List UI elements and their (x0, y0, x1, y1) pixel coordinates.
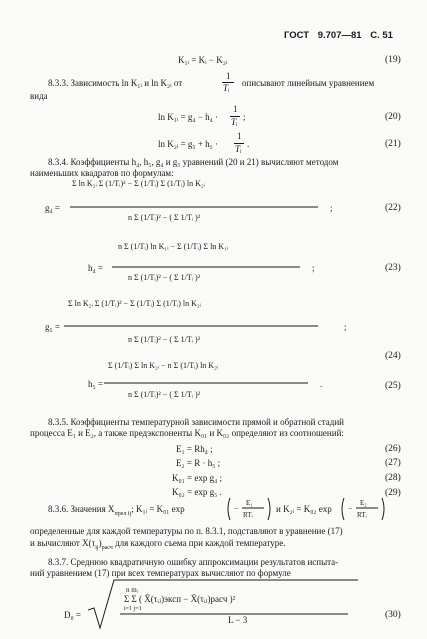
equation-26: E₁ = Rh₄ ; (176, 444, 213, 454)
equation-number-27: (27) (385, 458, 401, 468)
svg-text:RTᵢ: RTᵢ (243, 511, 253, 519)
denominator-22: n Σ (1/Tᵢ)² − ( Σ 1/Tᵢ )² (128, 213, 201, 222)
formula-30 (88, 578, 368, 634)
paragraph-834-line2: наименьших квадратов по формулам: (30, 168, 174, 178)
paragraph-837-line1: 8.3.7. Среднюю квадратичную ошибку аппроксимации результатов испыта- (48, 557, 339, 567)
svg-text:−: − (348, 504, 353, 513)
semicolon-24: ; (344, 322, 347, 332)
p836-l3-a: и вычисляют X(τ (30, 538, 96, 548)
denominator-24: n Σ (1/Tᵢ)² − ( Σ 1/Tᵢ )² (128, 335, 201, 344)
equation-number-20: (20) (385, 112, 401, 122)
equation-number-19: (19) (385, 55, 401, 65)
lhs-30: D₀ = (64, 610, 81, 620)
paragraph-836-line1 (48, 504, 185, 520)
paragraph-835-line1: 8.3.5. Коэффициенты температурной зависимости прямой и обратной стадий (48, 417, 344, 427)
paragraph-836-line3 (30, 538, 286, 554)
formula-23 (112, 242, 300, 282)
denominator-23: n Σ (1/Tᵢ)² − ( Σ 1/Tᵢ )² (128, 273, 201, 282)
paragraph-835-line2: процесса E₁ и E₂, а также предэкспоненты K₀₁ и K₀₂ определяют из соотношений: (30, 428, 344, 438)
svg-text:Σ Σ ( X̄(τᵢⱼ)эксп − X̄(τᵢⱼ: Σ Σ ( X̄(τᵢⱼ)эксп − X̄(τᵢⱼ)расч )² (124, 594, 236, 604)
equation-28: K₀₁ = exp g₄ ; (172, 473, 222, 483)
formula-25 (104, 361, 308, 399)
equation-number-23: (23) (385, 263, 401, 273)
formula-block-22-25 (0, 176, 427, 406)
page-header (284, 30, 393, 41)
svg-text:RTᵢ: RTᵢ (357, 511, 367, 519)
p836-l3-c: для каждого съема при каждой температуре. (115, 538, 286, 548)
eq21-period: . (247, 139, 250, 149)
equation-number-24: (24) (385, 351, 401, 361)
semicolon-23: ; (312, 263, 315, 273)
equation-20: ln K₁ᵢ = g₄ − h₄ · (158, 112, 219, 122)
eq20-frac-num: 1 (233, 104, 238, 114)
paragraph-836-line2: определенные для каждой температуры по п. 8.3.1, подставляют в уравнение (17) (30, 526, 343, 536)
svg-text:E₂: E₂ (360, 499, 367, 507)
equation-number-30: (30) (385, 610, 401, 620)
formula-24 (64, 299, 318, 344)
p836-text-b: ; K₁ᵢ = K₀₁ exp (131, 504, 185, 514)
p836-l3-sub: ij (95, 544, 99, 551)
svg-text:i=1 j=1: i=1 j=1 (124, 606, 142, 612)
denominator-25: n Σ (1/Tᵢ)² − ( Σ 1/Tᵢ )² (128, 390, 201, 399)
svg-text:E₁: E₁ (246, 499, 253, 507)
paragraph-833-line1: 8.3.3. Зависимость ln K₁ᵢ и ln K₂ᵢ от (48, 78, 183, 88)
p836-text-c: и K₂ᵢ = K₀₂ exp (276, 504, 332, 514)
paragraph-837-line2: ний уравнением (17) при всех температурах вычисляют по формуле (30, 568, 291, 578)
page-number: С. 51 (370, 30, 393, 41)
numerator-22: Σ ln K₂ᵢ Σ (1/Tᵢ)² − Σ (1/Tᵢ) Σ (1/Tᵢ) ln K₂ᵢ (72, 179, 205, 188)
paragraph-833-line1b: описывают линейным уравнением (242, 78, 375, 88)
standard-number: 9.707—81 (317, 30, 362, 41)
paragraph-833-line2: вида (30, 91, 48, 101)
p836-text-a: 8.3.6. Значения X (48, 504, 115, 514)
p836-sub: прел ij (114, 510, 132, 517)
paragraph-834-line1: 8.3.4. Коэффициенты h₄, h₅, g₄ и g₅ уравнений (20 и 21) вычисляют методом (48, 157, 339, 167)
lhs-22: g₄ = (45, 203, 60, 213)
numerator-23: n Σ (1/Tᵢ) ln K₁ᵢ − Σ (1/Tᵢ) Σ ln K₁ᵢ (118, 242, 229, 251)
period-25: . (320, 379, 323, 389)
eq21-frac-den: Tᵢ (235, 144, 242, 154)
standard-label: ГОСТ (284, 30, 310, 41)
equation-number-25: (25) (385, 381, 401, 391)
equation-number-28: (28) (385, 473, 401, 483)
svg-text:n mᵢ: n mᵢ (126, 586, 138, 594)
exp-arg-1 (226, 496, 276, 522)
equation-27: E₂ = R · h₅ ; (176, 458, 221, 468)
eq20-semicolon: ; (243, 112, 246, 122)
lhs-23: h₄ = (88, 263, 103, 273)
equation-number-21: (21) (385, 139, 401, 149)
semicolon-22: ; (330, 203, 333, 213)
lhs-25: h₅ = (88, 379, 103, 389)
equation-19: K₁ᵢ = Kᵢ − K₂ᵢ (178, 55, 228, 65)
denominator-30: L − 3 (228, 615, 248, 625)
equation-number-22: (22) (385, 203, 401, 213)
numerator-24: Σ ln K₂ᵢ Σ (1/Tᵢ)² − Σ (1/Tᵢ) Σ (1/Tᵢ) ln K₂ᵢ (68, 299, 201, 308)
formula-22 (70, 179, 318, 222)
p836-l3-b: ) (98, 538, 102, 548)
p836-l3-sub2: расч (101, 544, 113, 551)
paragraph-833-frac-den: Tᵢ (223, 83, 230, 93)
equation-29: K₀₂ = exp g₅ . (172, 487, 222, 497)
numerator-25: Σ (1/Tᵢ) Σ ln K₂ᵢ − n Σ (1/Tᵢ) ln K₂ᵢ (108, 361, 219, 370)
lhs-24: g₅ = (45, 322, 60, 332)
equation-number-26: (26) (385, 444, 401, 454)
equation-21: ln K₂ᵢ = g₅ + h₅ · (158, 139, 219, 149)
eq20-frac-den: Tᵢ (231, 117, 238, 127)
paragraph-833-frac-num: 1 (226, 71, 231, 81)
eq21-frac-num: 1 (237, 131, 242, 141)
exp-arg-2 (340, 496, 390, 522)
svg-text:−: − (234, 504, 239, 513)
equation-number-29: (29) (385, 488, 401, 498)
